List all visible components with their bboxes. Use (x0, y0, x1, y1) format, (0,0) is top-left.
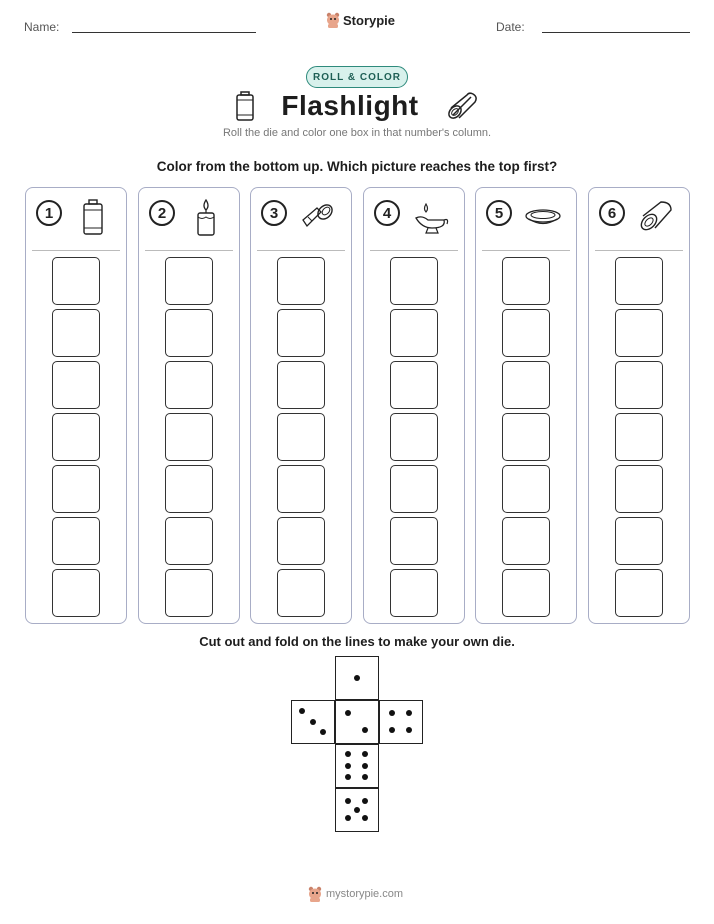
die-face (335, 788, 379, 832)
color-box[interactable] (615, 361, 663, 409)
color-box[interactable] (615, 517, 663, 565)
tube-icon (445, 91, 479, 121)
name-line[interactable] (72, 32, 256, 33)
die-face (335, 744, 379, 788)
column-header (486, 200, 512, 226)
battery-icon (235, 91, 255, 121)
die-pip (310, 719, 316, 725)
column-number: 4 (374, 200, 400, 226)
column-header (261, 200, 287, 226)
brand-logo (326, 12, 395, 28)
color-box[interactable] (502, 309, 550, 357)
die-pip (320, 729, 326, 735)
candle-icon (187, 198, 225, 236)
column-2 (138, 187, 240, 624)
die-pip (299, 708, 305, 714)
column-header (36, 200, 62, 226)
color-box[interactable] (390, 309, 438, 357)
die-pip (362, 763, 368, 769)
color-box[interactable] (165, 465, 213, 513)
oil-lamp-icon (412, 198, 450, 236)
color-box[interactable] (502, 413, 550, 461)
color-box[interactable] (52, 465, 100, 513)
color-box[interactable] (390, 569, 438, 617)
tube-icon (637, 198, 675, 236)
color-box[interactable] (502, 257, 550, 305)
die-pip (389, 710, 395, 716)
color-box[interactable] (390, 257, 438, 305)
column-header (149, 200, 175, 226)
instruction: Color from the bottom up. Which picture reaches the top first? (156, 159, 558, 174)
die-pip (345, 710, 351, 716)
column-4 (363, 187, 465, 624)
die-pip (362, 727, 368, 733)
die-pip (362, 774, 368, 780)
die-pip (362, 751, 368, 757)
color-box[interactable] (615, 569, 663, 617)
column-divider (145, 250, 233, 251)
footer-url: mystorypie.com (326, 888, 404, 900)
die-instruction: Cut out and fold on the lines to make your own die. (199, 634, 515, 649)
color-box[interactable] (277, 361, 325, 409)
flashlight-icon (299, 198, 337, 236)
color-box[interactable] (502, 361, 550, 409)
color-box[interactable] (390, 465, 438, 513)
die-pip (354, 675, 360, 681)
color-box[interactable] (502, 569, 550, 617)
die-pip (354, 807, 360, 813)
color-box[interactable] (52, 309, 100, 357)
column-header (599, 200, 625, 226)
storypie-logo-icon (326, 12, 340, 28)
column-divider (370, 250, 458, 251)
page-title: Flashlight (281, 90, 419, 121)
die-pip (362, 815, 368, 821)
color-box[interactable] (502, 517, 550, 565)
column-number: 2 (149, 200, 175, 226)
color-box[interactable] (277, 517, 325, 565)
die-pip (362, 798, 368, 804)
color-box[interactable] (52, 517, 100, 565)
column-divider (32, 250, 120, 251)
color-box[interactable] (277, 257, 325, 305)
date-label: Date: (496, 20, 525, 34)
die-face (291, 700, 335, 744)
color-box[interactable] (165, 569, 213, 617)
subtitle: Roll the die and color one box in that number's column. (222, 127, 492, 139)
column-number: 5 (486, 200, 512, 226)
color-box[interactable] (165, 309, 213, 357)
color-box[interactable] (52, 413, 100, 461)
color-box[interactable] (390, 413, 438, 461)
die-pip (389, 727, 395, 733)
name-label: Name: (24, 20, 60, 34)
color-box[interactable] (165, 361, 213, 409)
column-divider (482, 250, 570, 251)
color-box[interactable] (52, 569, 100, 617)
color-box[interactable] (277, 569, 325, 617)
color-box[interactable] (390, 517, 438, 565)
die-pip (345, 763, 351, 769)
color-box[interactable] (615, 413, 663, 461)
color-box[interactable] (615, 465, 663, 513)
column-number: 6 (599, 200, 625, 226)
column-1 (25, 187, 127, 624)
column-number: 3 (261, 200, 287, 226)
color-box[interactable] (502, 465, 550, 513)
brand-name: Storypie (343, 12, 396, 28)
column-divider (595, 250, 683, 251)
title-row (0, 90, 714, 122)
column-5 (475, 187, 577, 624)
footer (308, 886, 403, 902)
color-box[interactable] (52, 361, 100, 409)
color-box[interactable] (165, 257, 213, 305)
color-box[interactable] (277, 413, 325, 461)
die-face (335, 656, 379, 700)
date-line[interactable] (542, 32, 690, 33)
color-box[interactable] (165, 517, 213, 565)
column-divider (257, 250, 345, 251)
column-number: 1 (36, 200, 62, 226)
battery-icon (74, 198, 112, 236)
die-pip (345, 815, 351, 821)
die-face (335, 700, 379, 744)
color-box[interactable] (615, 309, 663, 357)
color-box[interactable] (277, 465, 325, 513)
storypie-logo-icon (308, 886, 322, 902)
column-6 (588, 187, 690, 624)
color-box[interactable] (390, 361, 438, 409)
color-box[interactable] (615, 257, 663, 305)
color-box[interactable] (165, 413, 213, 461)
column-3 (250, 187, 352, 624)
die-pip (406, 727, 412, 733)
die-face (379, 700, 423, 744)
die-pip (406, 710, 412, 716)
die-pip (345, 798, 351, 804)
dish-icon (524, 198, 562, 236)
die-pip (345, 774, 351, 780)
die-pip (345, 751, 351, 757)
color-box[interactable] (52, 257, 100, 305)
color-box[interactable] (277, 309, 325, 357)
column-header (374, 200, 400, 226)
activity-badge: ROLL & COLOR (306, 66, 408, 88)
